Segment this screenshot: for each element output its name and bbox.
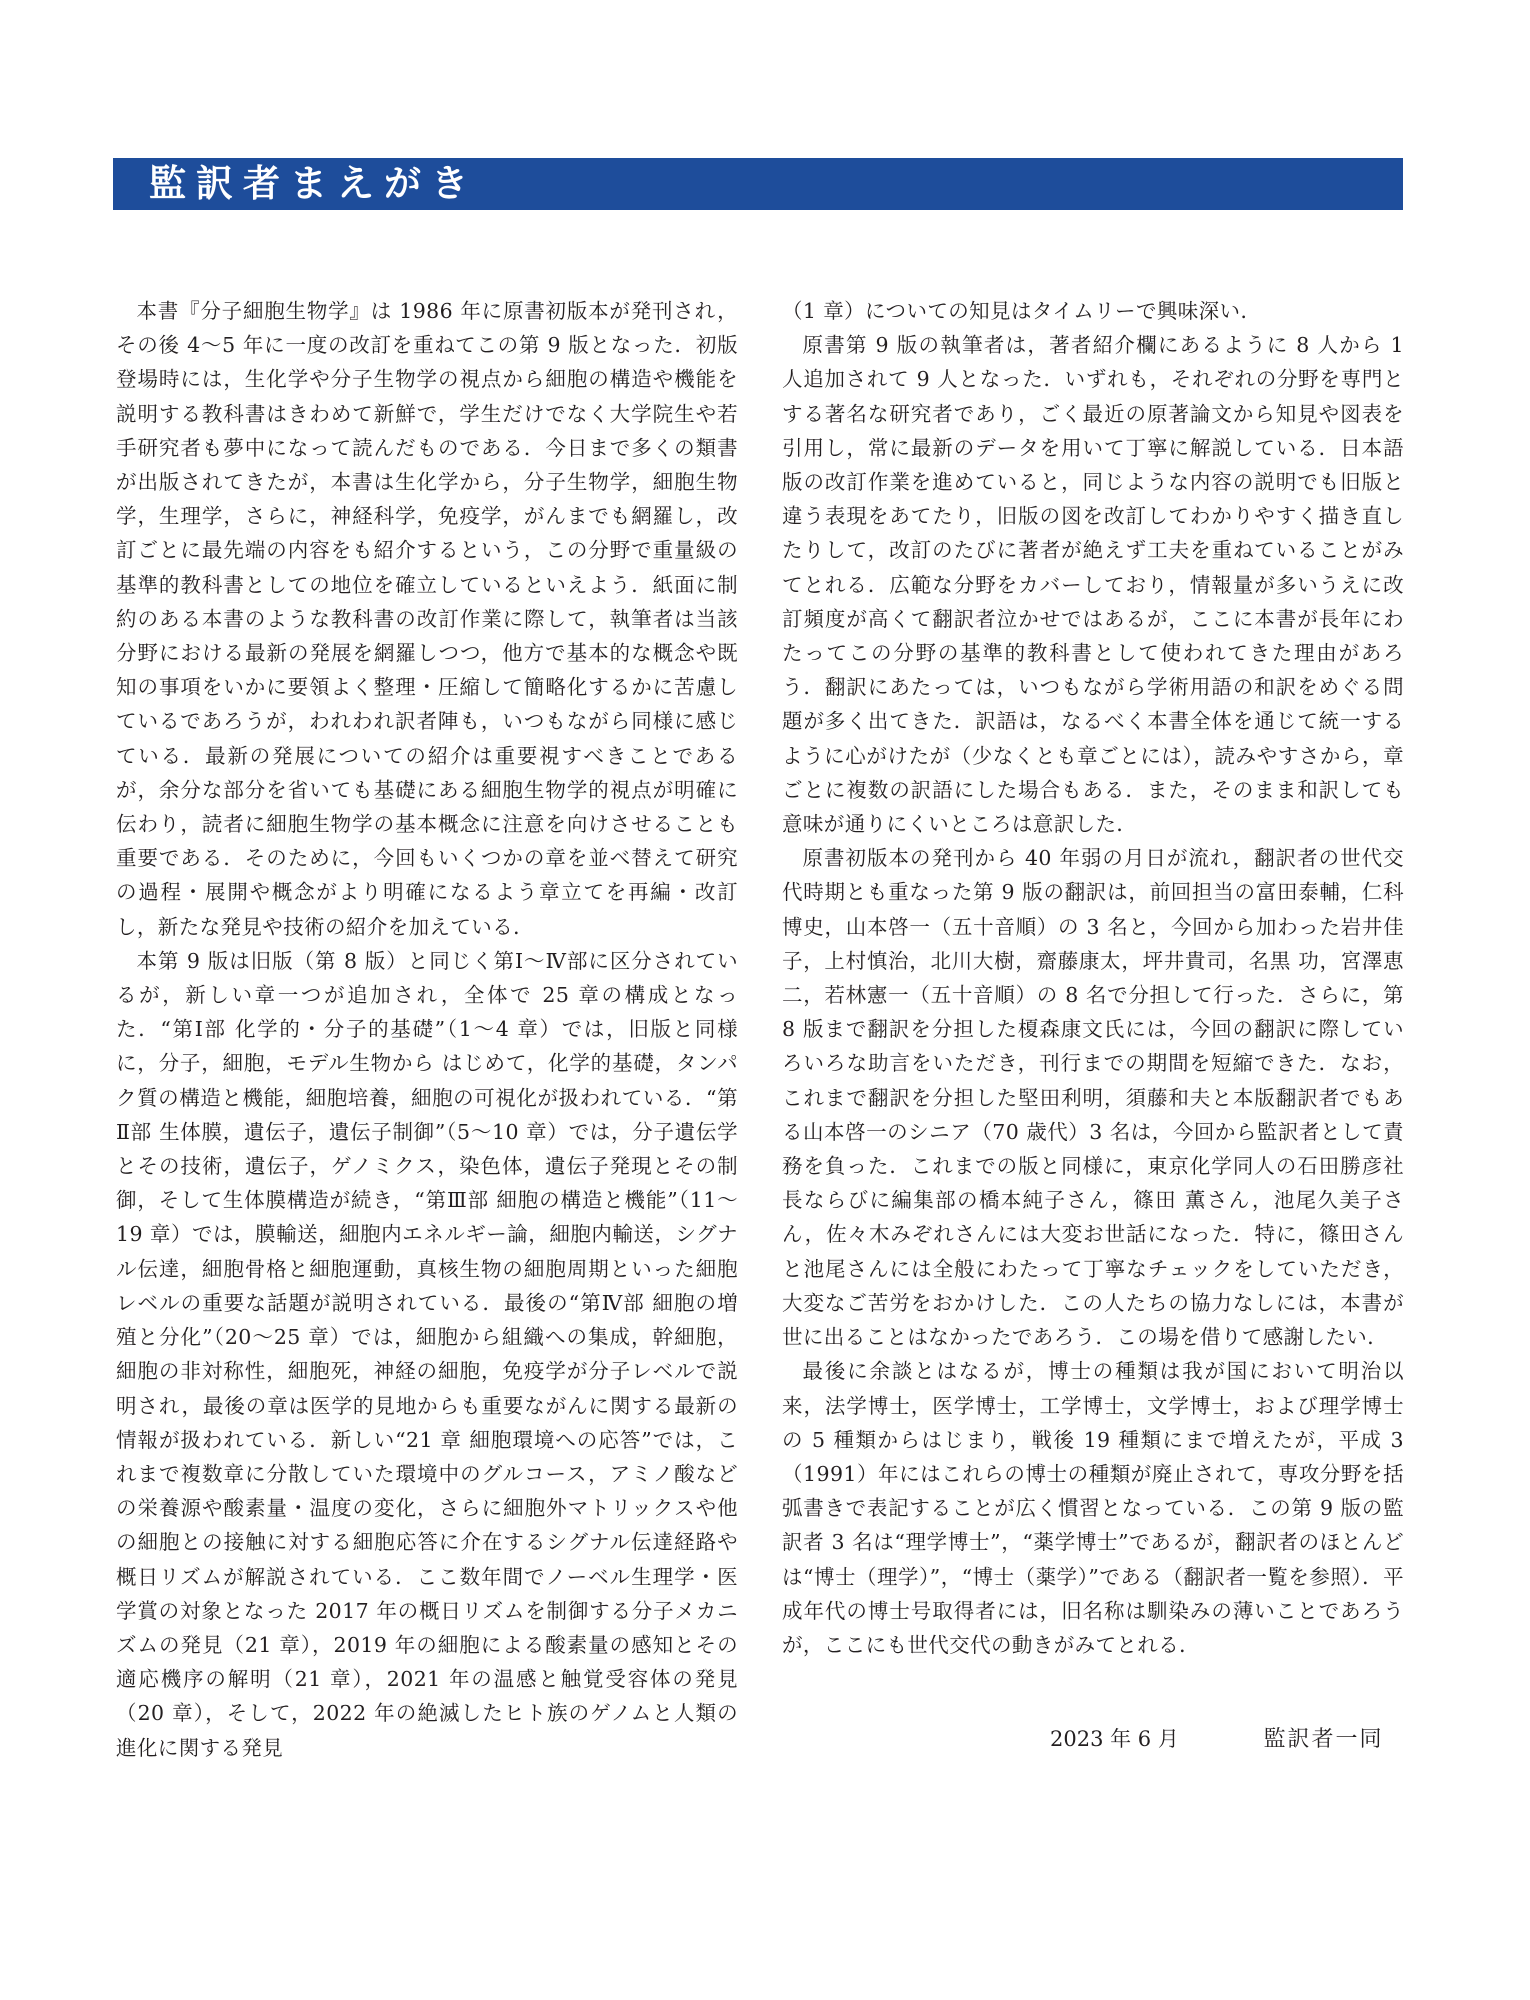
- right-column: [782, 294, 1404, 1662]
- page-title: 監訳者まえがき: [149, 162, 478, 205]
- left-column: [116, 294, 738, 1765]
- signature-block: [1050, 1722, 1384, 1757]
- paragraph: 本第 9 版は旧版（第 8 版）と同じく第Ⅰ〜Ⅳ部に区分されているが，新しい章一つが追加され，全体で 25 章の構成となった．“第Ⅰ部 化学的・分子的基礎”（1〜4 章）では，旧版と同様に，分子，細胞，モデル生物から はじめて，化学的基礎，タンパク質の構造と機能，細胞培養，細胞の可視化が扱われている．“第Ⅱ部 生体膜，遺伝子，遺伝子制御”（5〜10 章）では，分子遺伝学とその技術，遺伝子，ゲノミクス，染色体，遺伝子発現とその制御，そして生体膜構造が続き，“第Ⅲ部 細胞の構造と機能”（11〜19 章）では，膜輸送，細胞内エネルギー論，細胞内輸送，シグナル伝達，細胞骨格と細胞運動，真核生物の細胞周期といった細胞レベルの重要な話題が説明されている．最後の“第Ⅳ部 細胞の増殖と分化”（20〜25 章）では，細胞から組織への集成，幹細胞，細胞の非対称性，細胞死，神経の細胞，免疫学が分子レベルで説明され，最後の章は医学的見地からも重要ながんに関する最新の情報が扱われている．新しい“21 章 細胞環境への応答”では，これまで複数章に分散していた環境中のグルコース，アミノ酸などの栄養源や酸素量・温度の変化，さらに細胞外マトリックスや他の細胞との接触に対する細胞応答に介在するシグナル伝達経路や概日リズムが解説されている．ここ数年間でノーベル生理学・医学賞の対象となった 2017 年の概日リズムを制御する分子メカニズムの発見（21 章），2019 年の細胞による酸素量の感知とその適応機序の解明（21 章），2021 年の温感と触覚受容体の発見（20 章），そして，2022 年の絶滅したヒト族のゲノムと人類の進化に関する発見: [116, 948, 738, 1760]
- paragraph: 原書初版本の発刊から 40 年弱の月日が流れ，翻訳者の世代交代時期とも重なった第 9 版の翻訳は，前回担当の富田泰輔，仁科博史，山本啓一（五十音順）の 3 名と，今回から加わった岩井佳子，上村慎治，北川大樹，齋藤康太，坪井貴司，名黒 功，宮澤恵二，若林憲一（五十音順）の 8 名で分担して行った．さらに，第 8 版まで翻訳を分担した榎森康文氏には，今回の翻訳に際していろいろな助言をいただき，刊行までの期間を短縮できた．なお，これまで翻訳を分担した堅田利明，須藤和夫と本版翻訳者でもある山本啓一のシニア（70 歳代）3 名は，今回から監訳者として責務を負った．これまでの版と同様に，東京化学同人の石田勝彦社長ならびに編集部の橋本純子さん，篠田 薫さん，池尾久美子さん，佐々木みぞれさんには大変お世話になった．特に，篠田さんと池尾さんには全般にわたって丁寧なチェックをしていただき，大変なご苦労をおかけした．この人たちの協力なしには，本書が世に出ることはなかったであろう．この場を借りて感謝したい．: [782, 846, 1404, 1350]
- paragraph: 本書『分子細胞生物学』は 1986 年に原書初版本が発刊され，その後 4〜5 年に一度の改訂を重ねてこの第 9 版となった．初版登場時には，生化学や分子生物学の視点から細胞の構造や機能を説明する教科書はきわめて新鮮で，学生だけでなく大学院生や若手研究者も夢中になって読んだものである．今日まで多くの類書が出版されてきたが，本書は生化学から，分子生物学，細胞生物学，生理学，さらに，神経科学，免疫学，がんまでも網羅し，改訂ごとに最先端の内容をも紹介するという，この分野で重量級の基準的教科書としての地位を確立しているといえよう．紙面に制約のある本書のような教科書の改訂作業に際して，執筆者は当該分野における最新の発展を網羅しつつ，他方で基本的な概念や既知の事項をいかに要領よく整理・圧縮して簡略化するかに苦慮しているであろうが，われわれ訳者陣も，いつもながら同様に感じている．最新の発展についての紹介は重要視すべきことであるが，余分な部分を省いても基礎にある細胞生物学的視点が明確に伝わり，読者に細胞生物学の基本概念に注意を向けさせることも重要である．そのために，今回もいくつかの章を並べ替えて研究の過程・展開や概念がより明確になるよう章立てを再編・改訂し，新たな発見や技術の紹介を加えている．: [116, 299, 738, 939]
- paragraph-continued: （1 章）についての知見はタイムリーで興味深い．: [782, 299, 1262, 323]
- signature-name: 監訳者一同: [1263, 1727, 1384, 1752]
- paragraph: 最後に余談とはなるが，博士の種類は我が国において明治以来，法学博士，医学博士，工学博士，文学博士，および理学博士の 5 種類からはじまり，戦後 19 種類にまで増えたが，平成 3（1991）年にはこれらの博士の種類が廃止されて，専攻分野を括弧書きで表記することが広く慣習となっている．この第 9 版の監訳者 3 名は“理学博士”，“薬学博士”であるが，翻訳者のほとんどは“博士（理学）”，“博士（薬学）”である（翻訳者一覧を参照）．平成年代の博士号取得者には，旧名称は馴染みの薄いことであろうが，ここにも世代交代の動きがみてとれる．: [782, 1359, 1404, 1657]
- signature-date: 2023 年 6 月: [1050, 1727, 1179, 1751]
- paragraph: 原書第 9 版の執筆者は，著者紹介欄にあるように 8 人から 1 人追加されて 9 人となった．いずれも，それぞれの分野を専門とする著名な研究者であり，ごく最近の原著論文から知見や図表を引用し，常に最新のデータを用いて丁寧に解説している．日本語版の改訂作業を進めていると，同じような内容の説明でも旧版と違う表現をあてたり，旧版の図を改訂してわかりやすく描き直したりして，改訂のたびに著者が絶えず工夫を重ねていることがみてとれる．広範な分野をカバーしており，情報量が多いうえに改訂頻度が高くて翻訳者泣かせではあるが，ここに本書が長年にわたってこの分野の基準的教科書として使われてきた理由があろう．翻訳にあたっては，いつもながら学術用語の和訳をめぐる問題が多く出てきた．訳語は，なるべく本書全体を通じて統一するように心がけたが（少なくとも章ごとには），読みやすさから，章ごとに複数の訳語にした場合もある．また，そのまま和訳しても意味が通りにくいところは意訳した．: [782, 333, 1404, 837]
- title-bar: [113, 158, 1403, 210]
